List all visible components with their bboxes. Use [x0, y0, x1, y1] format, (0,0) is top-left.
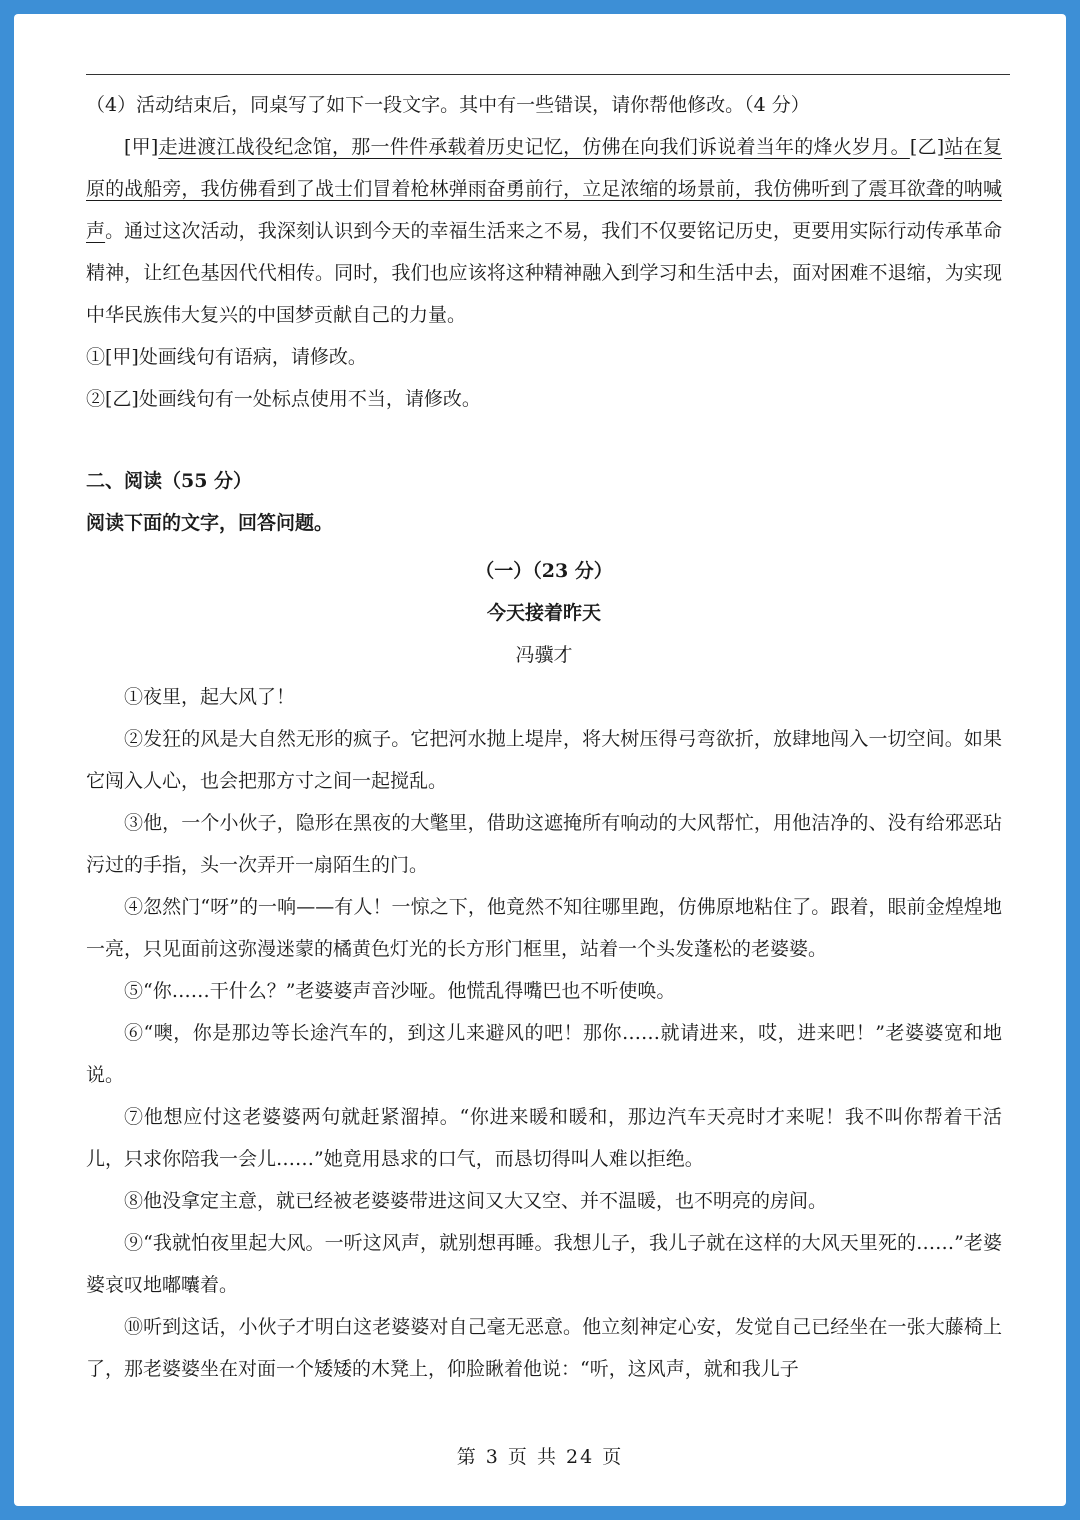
yi-underlined-sentence: 站在复原的战船旁，我仿佛看到了战士们冒着枪林弹雨奋勇前行，立足浓缩的场景前，我仿佛听到了震耳欲聋的呐喊声 — [86, 136, 1002, 242]
section-heading: 二、阅读（55 分） — [86, 470, 253, 492]
page-footer: 第 3 页 共 24 页 — [456, 1446, 624, 1468]
paragraph-2: ②发狂的风是大自然无形的疯子。它把河水抛上堤岸，将大树压得弓弯欲折，放肆地闯入一切空间。如果它闯入人心，也会把那方寸之间一起搅乱。 — [86, 728, 1002, 792]
page-content — [86, 84, 1002, 1390]
passage-title: 今天接着昨天 — [486, 602, 601, 624]
section-instruction: 阅读下面的文字，回答问题。 — [86, 512, 334, 534]
jia-mark: [甲] — [124, 136, 159, 158]
paragraph-8: ⑧他没拿定主意，就已经被老婆婆带进这间又大又空、并不温暖，也不明亮的房间。 — [124, 1190, 828, 1212]
paragraph-6: ⑥“噢，你是那边等长途汽车的，到这儿来避风的吧！那你……就请进来，哎，进来吧！”老婆婆宽和地说。 — [86, 1022, 1002, 1086]
paragraph-4: ④忽然门“呀”的一响——有人！一惊之下，他竟然不知往哪里跑，仿佛原地粘住了。跟着，眼前金煌煌地一亮，只见面前这弥漫迷蒙的橘黄色灯光的长方形门框里，站着一个头发蓬松的老婆婆。 — [86, 896, 1002, 960]
header-rule — [86, 74, 1010, 75]
paragraph-7: ⑦他想应付这老婆婆两句就赶紧溜掉。“你进来暖和暖和，那边汽车天亮时才来呢！我不叫你帮着干活儿，只求你陪我一会儿……”她竟用恳求的口气，而恳切得叫人难以拒绝。 — [86, 1106, 1002, 1170]
question-4-prompt: （4）活动结束后，同桌写了如下一段文字。其中有一些错误，请你帮他修改。（4 分） — [86, 94, 810, 116]
paragraph-1: ①夜里，起大风了！ — [124, 686, 296, 708]
paragraph-5: ⑤“你……干什么？”老婆婆声音沙哑。他慌乱得嘴巴也不听使唤。 — [124, 980, 676, 1002]
passage-author: 冯骥才 — [515, 644, 573, 666]
yi-mark: [乙] — [909, 136, 945, 158]
paragraph-3: ③他，一个小伙子，隐形在黑夜的大氅里，借助这遮掩所有响动的大风帮忙，用他洁净的、没有给邪恶玷污过的手指，头一次弄开一扇陌生的门。 — [86, 812, 1002, 876]
paragraph-10: ⑩听到这话，小伙子才明白这老婆婆对自己毫无恶意。他立刻神定心安，发觉自己已经坐在一张大藤椅上了，那老婆婆坐在对面一个矮矮的木凳上，仰脸瞅着他说：“听，这风声，就和我儿子 — [86, 1316, 1002, 1380]
exam-page — [14, 14, 1066, 1506]
passage-part-label: （一）（23 分） — [475, 560, 613, 582]
sub-question-1: ①[甲]处画线句有语病，请修改。 — [86, 346, 367, 368]
question-4-passage — [86, 126, 1002, 336]
section-gap — [86, 420, 1002, 460]
jia-underlined-sentence: 走进渡江战役纪念馆，那一件件承载着历史记忆，仿佛在向我们诉说着当年的烽火岁月。 — [158, 136, 910, 158]
paragraph-9: ⑨“我就怕夜里起大风。一听这风声，就别想再睡。我想儿子，我儿子就在这样的大风天里死的……”老婆婆哀叹地嘟囔着。 — [86, 1232, 1002, 1296]
sub-question-2: ②[乙]处画线句有一处标点使用不当，请修改。 — [86, 388, 481, 410]
passage-rest: 。通过这次活动，我深刻认识到今天的幸福生活来之不易，我们不仅要铭记历史，更要用实际行动传承革命精神，让红色基因代代相传。同时，我们也应该将这种精神融入到学习和生活中去，面对困难不退缩，为实现中华民族伟大复兴的中国梦贡献自己的力量。 — [86, 220, 1002, 326]
